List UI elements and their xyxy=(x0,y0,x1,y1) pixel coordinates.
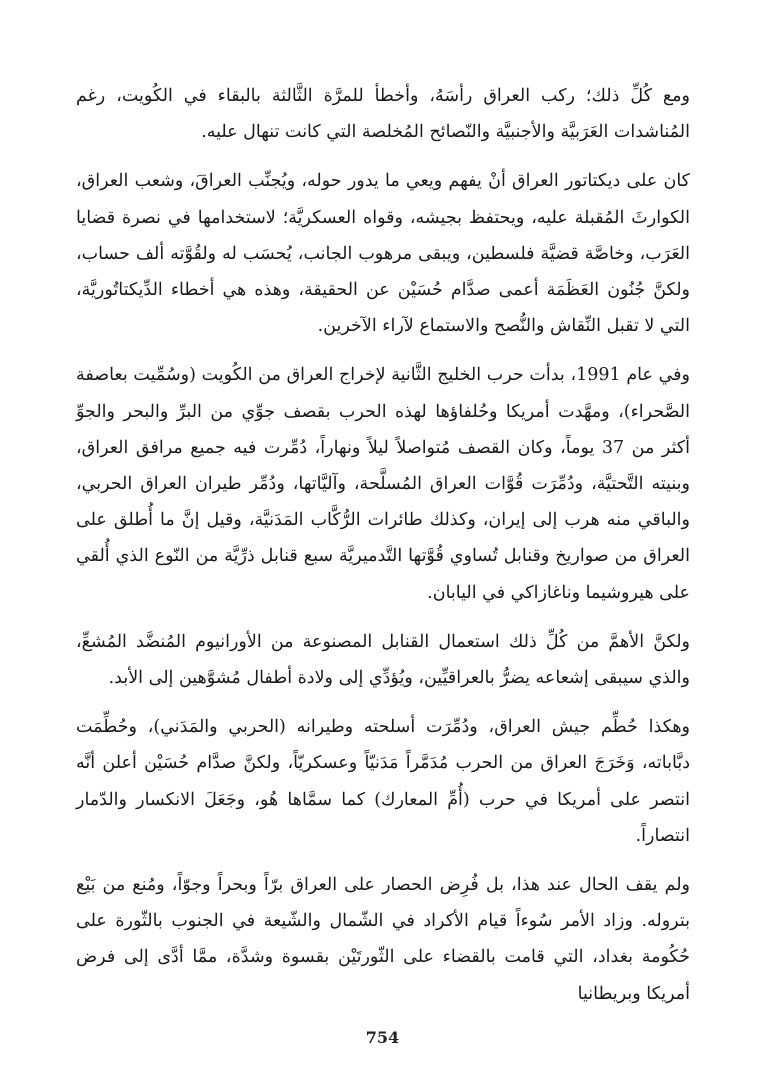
page-number: 754 xyxy=(365,1028,400,1047)
paragraph-5: وهكذا حُطِّم جيش العراق، ودُمِّرَت أسلحته وطيرانه (الحربي والمَدَني)، وحُطِّمَت دبَّاباته، وَخَرَجَ العراق من الحرب مُدَمَّراً مَدَنيّاً وعسكريّاً، ولكنَّ صدَّام حُسَيْن أعلن أنَّه انتصر على أمريكا في حرب (أُمِّ المعارك) كما سمَّاها هُو، وجَعَلَ الانكسار والدّمار انتصاراً. xyxy=(76,717,690,846)
paragraph-2: كان على ديكتاتور العراق أنْ يفهم ويعي ما يدور حوله، ويُجنِّب العراقَ، وشعب العراق، الكوارثَ المُقبلة عليه، ويحتفظ بجيشه، وقواه العسكريَّة؛ لاستخدامها في نصرة قضايا العَرَب، وخاصَّة قضيَّة فلسطين، ويبقى مرهوب الجانب، يُحسَب له ولقُوَّته ألف حساب، ولكنَّ جُنُون العَظَمَة أعمى صدَّام حُسَيْن عن الحقيقة، وهذه هي أخطاء الدِّيكتاتُوريَّة، التي لا تقبل النِّقاش والنُّصح والاستماع لآراء الآخرين. xyxy=(76,171,690,337)
paragraph-3: وفي عام 1991، بدأت حرب الخليج الثَّانية لإخراج العراق من الكُويت (وسُمِّيت بعاصفة الصَّحراء)، ومهَّدت أمريكا وحُلفاؤها لهذه الحرب بقصف جوِّي من البرِّ والبحر والجوِّ أكثر من 37 يوماً، وكان القصف مُتواصلاً ليلاً ونهاراً، دُمِّرت فيه جميع مرافق العراق، وبنيته التَّحتيَّة، ودُمِّرَت قُوَّات العراق المُسلَّحة، وآليَّاتها، ودُمِّر طيران العراق الحربي، والباقي منه هرب إلى إيران، وكذلك طائرات الرُّكَّاب المَدَنيَّة، وقيل إنَّ ما أُطلق على العراق من صواريخ وقنابل تُساوي قُوَّتها التَّدميريَّة سبع قنابل ذرِّيَّة من النّوع الذي أُلقي على هيروشيما وناغازاكي في اليابان. xyxy=(76,365,690,603)
paragraph-4: ولكنَّ الأهمَّ من كُلِّ ذلك استعمال القنابل المصنوعة من الأورانيوم المُنضَّد المُشعِّ، والذي سيبقى إشعاعه يضرُّ بالعراقيِّين، ويُؤدِّي إلى ولادة أطفال مُشوَّهين إلى الأبد. xyxy=(76,631,690,689)
paragraph-1: ومع كُلِّ ذلك؛ ركب العراق رأسَهُ، وأخطأ للمرَّة الثَّالثة بالبقاء في الكُويت، رغم المُناشدات العَرَبيَّة والأجنبيَّة والنّصائح المُخلصة التي كانت تنهال عليه. xyxy=(76,86,690,143)
paragraph-6: ولم يقف الحال عند هذا، بل فُرِض الحصار على العراق برّاً وبحراً وجوّاً، ومُنع من بَيْع بتروله. وزاد الأمر سُوءاً قيام الأكراد في الشّمال والشّيعة في الجنوب بالثّورة على حُكُومة بغداد، التي قامت بالقضاء على الثّورتَيْن بقسوة وشدَّة، ممَّا أدَّى إلى فرض أمريكا وبريطانيا xyxy=(76,875,690,1004)
page-body-text xyxy=(76,78,690,1025)
